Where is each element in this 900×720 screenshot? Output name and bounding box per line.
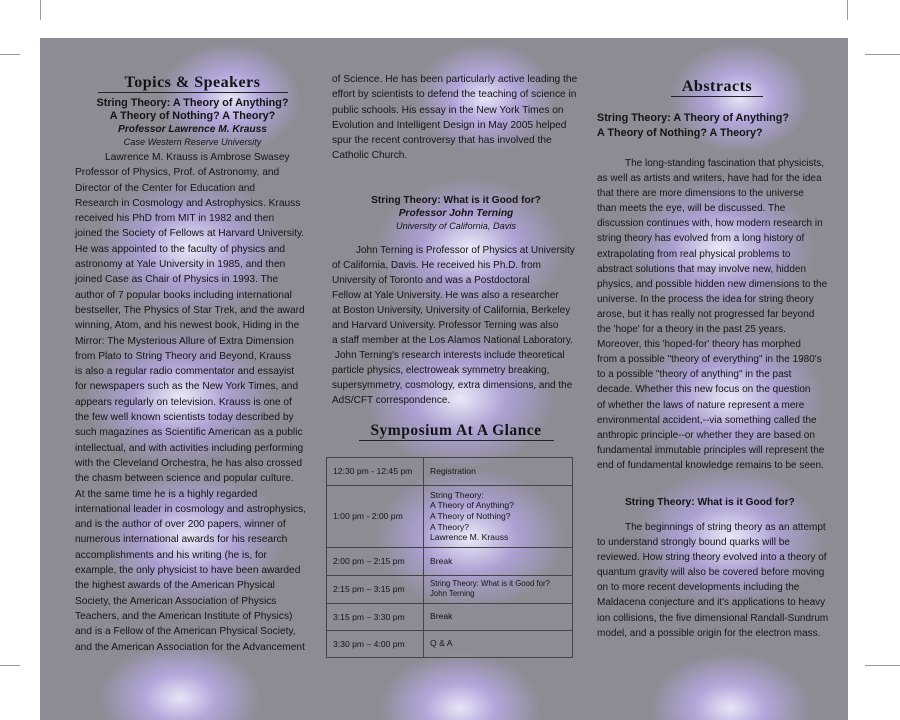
- abstract-line: environmental accident,--via something called the: [597, 414, 817, 426]
- bio-line: international leader in cosmology and astrophysics,: [75, 503, 307, 515]
- abstract-line: decade. Whether this new focus on the question: [597, 384, 811, 396]
- schedule-event: [424, 457, 573, 485]
- bio-line: Evolution and Intelligent Design in May 2005 helped: [332, 119, 567, 131]
- abstract-line: reviewed. How string theory evolved into a theory of: [597, 552, 827, 564]
- talk-title-line: String Theory: A Theory of Anything?: [96, 97, 289, 109]
- event-line: String Theory: What is it Good for?: [430, 578, 550, 588]
- topics-heading: Topics & Speakers: [124, 74, 261, 91]
- abstract-line: than meets the eye, will be discussed. The: [597, 203, 786, 215]
- table-row: [327, 575, 573, 603]
- table-row: [327, 630, 573, 657]
- schedule-table: [326, 457, 573, 658]
- table-row: [327, 603, 573, 630]
- bio-line: John Terning's research interests include theoretical: [335, 349, 565, 361]
- bio-line: Catholic Church.: [332, 150, 408, 162]
- bio-line: of California, Davis. He received his Ph.D. from: [332, 259, 541, 271]
- bio-line: University of Toronto and was a Postdoctoral: [332, 274, 530, 286]
- bio-line: accomplishments and his writing (he is, for: [75, 549, 267, 561]
- bio-line: He was appointed to the faculty of physics and: [75, 243, 286, 255]
- table-row: [327, 547, 573, 575]
- schedule-event: [424, 575, 573, 603]
- bio-line: from Plato to String Theory and Beyond, Krauss: [75, 350, 292, 362]
- speaker-name: Professor Lawrence M. Krauss: [118, 124, 267, 135]
- event-line: Registration: [430, 465, 476, 476]
- abstract-title-line: A Theory of Nothing? A Theory?: [597, 127, 763, 139]
- abstract-line: that there are more dimensions to the universe: [597, 188, 804, 200]
- event-line: John Terning: [430, 589, 475, 599]
- bio-line: with the Cleveland Orchestra, he has also crossed: [75, 457, 303, 469]
- bio-line: numerous international awards for his research: [75, 534, 288, 546]
- event-line: A Theory?: [430, 521, 470, 532]
- bio-line: such magazines as Scientific American as a public: [75, 427, 303, 439]
- crop-mark: [0, 665, 20, 666]
- schedule-time: 1:00 pm - 2:00 pm: [327, 485, 424, 547]
- bio-line: a staff member at the Los Alamos National Laboratory.: [332, 334, 573, 346]
- abstract-krauss: [597, 156, 837, 473]
- event-line: Break: [430, 555, 453, 566]
- event-line: String Theory:: [430, 489, 484, 500]
- bio-line: and is the author of over 200 papers, winner of: [75, 519, 286, 531]
- crop-mark: [865, 665, 900, 666]
- bio-line: is also a regular radio commentator and essayist: [75, 366, 295, 378]
- bio-line: spur the recent controversy that has involved the: [332, 135, 552, 147]
- bio-line: author of 7 popular books including international: [75, 289, 292, 301]
- bio-line: astronomy at Yale University in 1985, and then: [75, 259, 286, 271]
- bio-line: winning, Atom, and his newest book, Hiding in the: [75, 320, 300, 332]
- event-line: Break: [430, 611, 453, 622]
- brochure-page: [40, 38, 848, 720]
- talk-title-line: A Theory of Nothing? A Theory?: [109, 110, 276, 122]
- abstract-line: arose, but it has really not progressed far beyond: [597, 308, 815, 320]
- schedule-event: [424, 547, 573, 575]
- abstracts-heading-rule: [671, 78, 763, 97]
- abstract-title: String Theory: What is it Good for?: [625, 496, 795, 508]
- table-row: [327, 457, 573, 485]
- talk-title: String Theory: What is it Good for?: [371, 194, 541, 206]
- bio-line: and Harvard University. Professor Terning was also: [332, 319, 559, 331]
- bio-line: John Terning is Professor of Physics at University: [356, 244, 575, 256]
- speaker-name: Professor John Terning: [398, 207, 514, 219]
- schedule-time: 3:15 pm – 3:30 pm: [327, 603, 424, 630]
- abstract-line: anthropic principle--or whether they are based on: [597, 429, 815, 441]
- bio-line: Mirror: The Mysterious Allure of Extra Dimension: [75, 335, 294, 347]
- topics-heading-rule: [98, 74, 288, 93]
- abstract-line: end of fundamental knowledge remains to be seen.: [597, 459, 824, 471]
- bio-line: Teachers, and the American Institute of Physics): [75, 610, 293, 622]
- bio-line: At the same time he is a highly regarded: [75, 488, 258, 500]
- crop-mark: [847, 0, 848, 20]
- topics-speakers-column: [75, 74, 310, 655]
- bio-line: Director of the Center for Education and: [75, 182, 256, 194]
- schedule-heading-rule: [359, 422, 554, 441]
- event-line: A Theory of Nothing?: [430, 510, 511, 521]
- abstract-line: fundamental immutable principles will represent the: [597, 444, 825, 456]
- bio-line: and the American Association for the Advancement: [75, 641, 305, 653]
- bio-line: and is a Fellow of the American Physical Society,: [75, 626, 296, 638]
- bio-line: particle physics, electroweak symmetry breaking,: [332, 364, 550, 376]
- bio-line: Lawrence M. Krauss is Ambrose Swasey: [105, 152, 290, 163]
- terning-bio: [332, 243, 580, 408]
- bio-line: example, the only physicist to have been awarded: [75, 565, 301, 577]
- abstract-title-line: String Theory: A Theory of Anything?: [597, 112, 789, 124]
- middle-column: [332, 72, 580, 658]
- crop-mark: [0, 54, 20, 55]
- speaker-affiliation: Case Western Reserve University: [123, 137, 262, 147]
- abstract-line: universe. In the process the idea for string theory: [597, 293, 814, 305]
- bio-line: for newspapers such as the New York Times, and: [75, 381, 299, 393]
- abstracts-heading: Abstracts: [681, 78, 753, 95]
- bio-line: intellectual, and with activities including performing: [75, 442, 304, 454]
- abstract-line: to a possible "theory of anything" in the past: [597, 369, 792, 381]
- abstract-terning: [597, 520, 837, 641]
- bio-line: of Science. He has been particularly active leading the: [332, 74, 578, 85]
- schedule-time: 12:30 pm - 12:45 pm: [327, 457, 424, 485]
- schedule-time: 2:15 pm – 3:15 pm: [327, 575, 424, 603]
- schedule-heading: Symposium At A Glance: [370, 421, 542, 439]
- schedule-event: [424, 603, 573, 630]
- abstract-line: discussion continues with, how modern research in: [597, 218, 823, 230]
- bio-line: public schools. His essay in the New York Times on: [332, 104, 564, 116]
- krauss-bio: [75, 150, 310, 655]
- bio-line: joined Case as Chair of Physics in 1993. The: [75, 274, 279, 286]
- bio-line: Fellow at Yale University. He was also a researcher: [332, 289, 559, 301]
- abstract-line: to understand strongly bound quarks will be: [597, 537, 790, 549]
- bio-line: received his PhD from MIT in 1982 and then: [75, 213, 275, 225]
- bio-line: at Boston University, University of California, Berkeley: [332, 304, 571, 316]
- bio-line: the highest awards of the American Physical: [75, 580, 275, 592]
- abstract-line: physics, and possible hidden new dimensions to the: [597, 278, 828, 290]
- krauss-bio-continued: [332, 72, 580, 164]
- event-line: Q & A: [430, 638, 453, 649]
- abstract-line: model, and a possible origin for the electron mass.: [597, 627, 821, 639]
- abstract-line: on to more recent developments including the: [597, 582, 800, 594]
- schedule-time: 2:00 pm – 2:15 pm: [327, 547, 424, 575]
- schedule-event: [424, 630, 573, 657]
- schedule-time: 3:30 pm – 4:00 pm: [327, 630, 424, 657]
- abstract-line: string theory has evolved from a long history of: [597, 233, 805, 245]
- event-line: A Theory of Anything?: [430, 500, 514, 511]
- speaker-affiliation: University of California, Davis: [396, 220, 516, 231]
- abstract-line: The beginnings of string theory as an attempt: [625, 521, 826, 533]
- bio-line: Research in Cosmology and Astrophysics. Krauss: [75, 197, 301, 209]
- bio-line: the few well known scientists today described by: [75, 412, 294, 424]
- abstract-line: of whether the laws of nature represent a mere: [597, 399, 805, 411]
- event-line: Lawrence M. Krauss: [430, 532, 509, 543]
- abstract-line: abstract solutions that may involve new, hidden: [597, 263, 807, 275]
- bio-line: Society, the American Association of Physics: [75, 595, 277, 607]
- abstract-line: Moreover, this 'hoped-for' theory has morphed: [597, 339, 801, 351]
- abstracts-column: [597, 78, 837, 641]
- bio-line: bestseller, The Physics of Star Trek, and the award: [75, 304, 305, 316]
- abstract-line: The long-standing fascination that physicists,: [625, 158, 824, 169]
- abstract-line: Maldacena conjecture and it's applications to heavy: [597, 597, 826, 609]
- schedule-event: [424, 485, 573, 547]
- abstract-line: ion collisions, the five dimensional Randall-Sundrum: [597, 612, 829, 624]
- bio-line: AdS/CFT correspondence.: [332, 394, 451, 406]
- abstract-line: quantum gravity will also be covered before moving: [597, 567, 825, 579]
- abstract-line: extrapolating from real physical problems to: [597, 248, 791, 260]
- abstract-line: from a possible "theory of everything" in the 1980's: [597, 354, 822, 366]
- bio-line: supersymmetry, cosmology, extra dimensions, and the: [332, 379, 573, 391]
- abstract-line: the 'hope' for a theory in the past 25 years.: [597, 324, 786, 336]
- abstract-line: as well as artists and writers, have had for the idea: [597, 173, 822, 185]
- bio-line: Professor of Physics, Prof. of Astronomy, and: [75, 167, 280, 179]
- bio-line: appears regularly on television. Krauss is one of: [75, 396, 292, 408]
- table-row: [327, 485, 573, 547]
- crop-mark: [40, 0, 41, 20]
- crop-mark: [865, 54, 900, 55]
- bio-line: effort by scientists to defend the teaching of science in: [332, 89, 577, 101]
- bio-line: the chasm between science and popular culture.: [75, 473, 294, 485]
- bio-line: joined the Society of Fellows at Harvard University.: [75, 228, 305, 240]
